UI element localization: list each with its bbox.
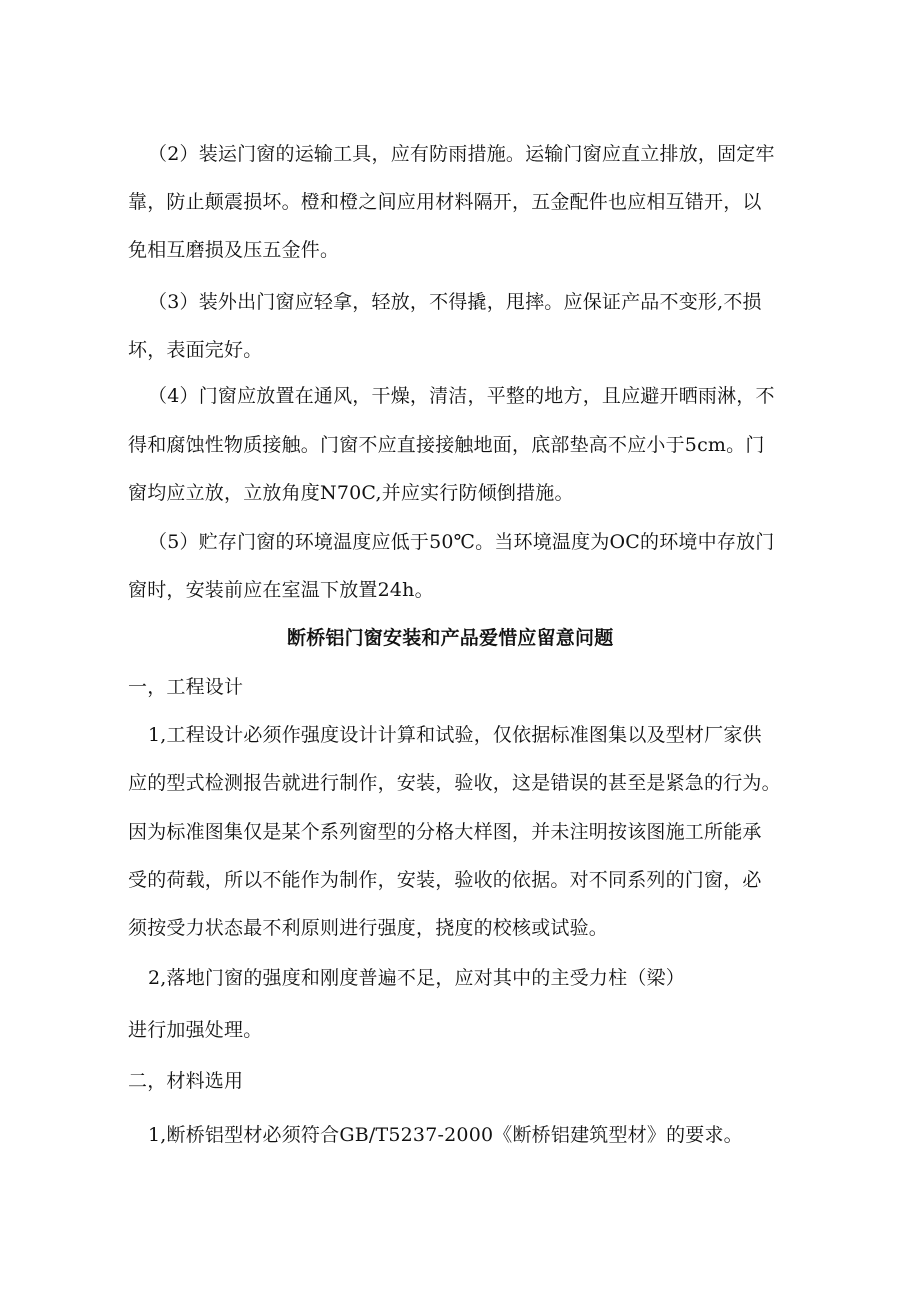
- section-heading-1: 一，工程设计: [128, 676, 244, 698]
- design-item-2-line-1: 2,落地门窗的强度和刚度普遍不足，应对其中的主受力柱（梁）: [148, 967, 685, 989]
- section-title: 断桥铝门窗安装和产品爱惜应留意问题: [287, 627, 614, 649]
- design-item-2-line-2: 进行加强处理。: [128, 1019, 263, 1041]
- paragraph-5-line-2: 窗时，安装前应在室温下放置24h。: [128, 579, 434, 601]
- design-item-1-line-2: 应的型式检测报告就进行制作，安装，验收，这是错误的甚至是紧急的行为。: [128, 772, 781, 794]
- design-item-1-line-3: 因为标准图集仅是某个系列窗型的分格大样图，并未注明按该图施工所能承: [128, 821, 762, 843]
- paragraph-4-line-1: （4）门窗应放置在通风，干燥，清洁，平整的地方，且应避开晒雨淋，不: [148, 385, 775, 407]
- design-item-1-line-4: 受的荷载，所以不能作为制作，安装，验收的依据。对不同系列的门窗，必: [128, 869, 762, 891]
- paragraph-4-line-3: 窗均应立放，立放角度N70C,并应实行防倾倒措施。: [128, 482, 574, 504]
- material-item-1: 1,断桥铝型材必须符合GB/T5237-2000《断桥铝建筑型材》的要求。: [148, 1124, 743, 1146]
- paragraph-2-line-2: 靠，防止颠震损坏。橙和橙之间应用材料隔开，五金配件也应相互错开，以: [128, 191, 762, 213]
- paragraph-2-line-3: 免相互磨损及压五金件。: [128, 239, 340, 261]
- design-item-1-line-5: 须按受力状态最不利原则进行强度，挠度的校核或试验。: [128, 917, 609, 939]
- paragraph-3-line-2: 坏，表面完好。: [128, 339, 263, 361]
- design-item-1-line-1: 1,工程设计必须作强度设计计算和试验，仅依据标准图集以及型材厂家供: [148, 724, 762, 746]
- paragraph-4-line-2: 得和腐蚀性物质接触。门窗不应直接接触地面，底部垫高不应小于5cm。门: [128, 434, 765, 456]
- paragraph-5-line-1: （5）贮存门窗的环境温度应低于50℃。当环境温度为OC的环境中存放门: [148, 531, 775, 553]
- paragraph-2-line-1: （2）装运门窗的运输工具，应有防雨措施。运输门窗应直立排放，固定牢: [148, 143, 775, 165]
- paragraph-3-line-1: （3）装外出门窗应轻拿，轻放，不得撬，甩摔。应保证产品不变形,不损: [148, 291, 762, 313]
- section-heading-2: 二，材料选用: [128, 1070, 244, 1092]
